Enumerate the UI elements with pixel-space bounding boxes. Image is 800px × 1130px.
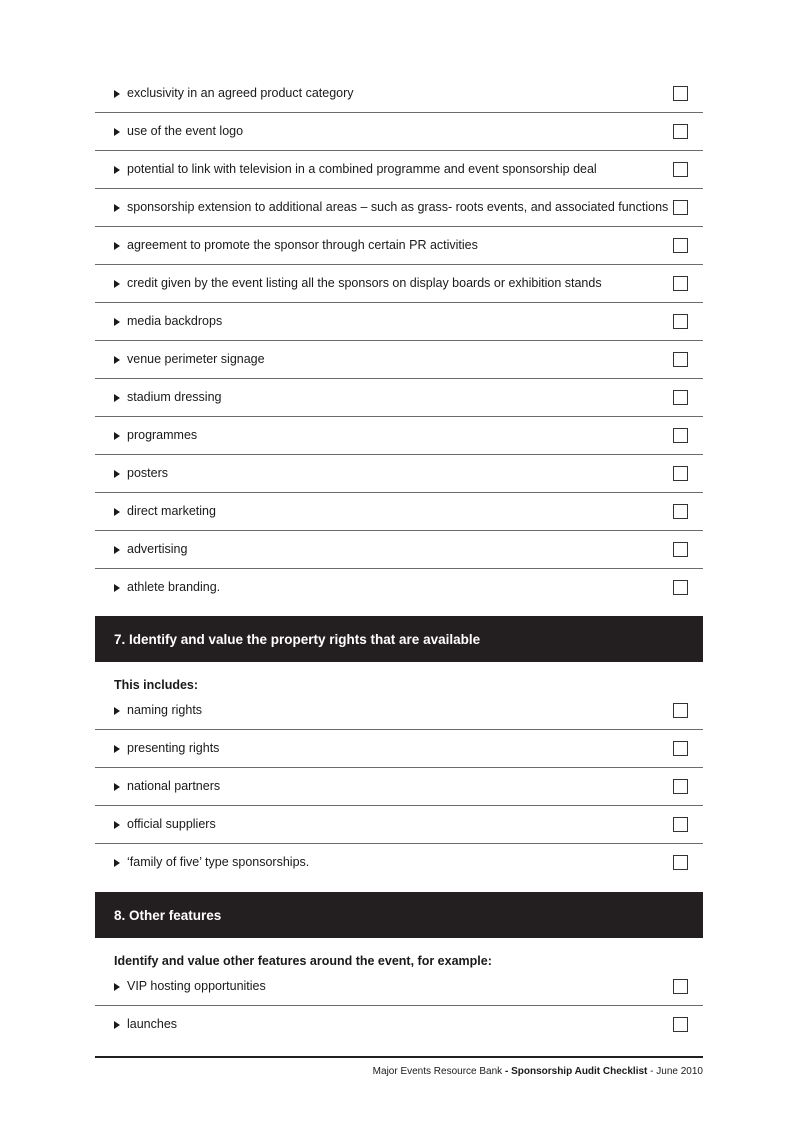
bullet-arrow-icon — [114, 783, 120, 791]
checkbox[interactable] — [673, 466, 688, 481]
section-8-title: 8. Other features — [114, 907, 222, 923]
bullet-arrow-icon — [114, 1021, 120, 1029]
checklist-row — [95, 531, 703, 569]
checklist-row — [95, 113, 703, 151]
checkbox[interactable] — [673, 390, 688, 405]
bullet-arrow-icon — [114, 584, 120, 592]
checklist-item-label: media backdrops — [127, 314, 223, 329]
bullet-arrow-icon — [114, 318, 120, 326]
checklist-item-label: naming rights — [127, 703, 203, 718]
bullet-arrow-icon — [114, 470, 120, 478]
bullet-arrow-icon — [114, 508, 120, 516]
checklist-item-label: agreement to promote the sponsor through certain PR activities — [127, 238, 478, 253]
checklist-row — [95, 768, 703, 806]
checklist-item-label: sponsorship extension to additional areas – such as grass- roots events, and associated functions — [127, 200, 669, 215]
bullet-arrow-icon — [114, 242, 120, 250]
checklist-item-label: exclusivity in an agreed product category — [127, 86, 354, 101]
checklist-row — [95, 227, 703, 265]
checklist-row — [95, 806, 703, 844]
checkbox[interactable] — [673, 428, 688, 443]
checkbox[interactable] — [673, 276, 688, 291]
checklist-item-label: direct marketing — [127, 504, 216, 519]
checklist-item-label: ‘family of five’ type sponsorships. — [127, 855, 310, 870]
checklist-row — [95, 75, 703, 113]
bullet-arrow-icon — [114, 204, 120, 212]
checklist-item-label: VIP hosting opportunities — [127, 979, 266, 994]
checklist-item-label: posters — [127, 466, 168, 481]
section-8-header — [95, 892, 703, 938]
checklist-item-label: athlete branding. — [127, 580, 221, 595]
checklist-group-property-rights — [95, 692, 703, 881]
bullet-arrow-icon — [114, 166, 120, 174]
bullet-arrow-icon — [114, 90, 120, 98]
checkbox[interactable] — [673, 580, 688, 595]
checklist-row — [95, 968, 703, 1006]
checkbox[interactable] — [673, 352, 688, 367]
bullet-arrow-icon — [114, 356, 120, 364]
checklist-row — [95, 303, 703, 341]
checklist-row — [95, 844, 703, 881]
checklist-item-label: credit given by the event listing all the sponsors on display boards or exhibition stands — [127, 276, 602, 291]
checkbox[interactable] — [673, 703, 688, 718]
checkbox[interactable] — [673, 741, 688, 756]
bullet-arrow-icon — [114, 821, 120, 829]
checkbox[interactable] — [673, 817, 688, 832]
bullet-arrow-icon — [114, 859, 120, 867]
checkbox[interactable] — [673, 200, 688, 215]
bullet-arrow-icon — [114, 745, 120, 753]
footer-date: - June 2010 — [647, 1066, 703, 1077]
checkbox[interactable] — [673, 855, 688, 870]
checklist-content — [95, 75, 703, 1043]
bullet-arrow-icon — [114, 280, 120, 288]
checkbox[interactable] — [673, 124, 688, 139]
checklist-group-benefits — [95, 75, 703, 606]
footer-doc-title: - Sponsorship Audit Checklist — [502, 1066, 648, 1077]
bullet-arrow-icon — [114, 983, 120, 991]
checklist-item-label: launches — [127, 1017, 178, 1032]
section-7-header — [95, 616, 703, 662]
checklist-item-label: potential to link with television in a combined programme and event sponsorship deal — [127, 162, 597, 177]
footer-rule — [95, 1056, 703, 1058]
checkbox[interactable] — [673, 1017, 688, 1032]
checkbox[interactable] — [673, 779, 688, 794]
bullet-arrow-icon — [114, 546, 120, 554]
checkbox[interactable] — [673, 979, 688, 994]
checkbox[interactable] — [673, 86, 688, 101]
checkbox[interactable] — [673, 504, 688, 519]
checklist-item-label: venue perimeter signage — [127, 352, 265, 367]
checklist-item-label: advertising — [127, 542, 188, 557]
checklist-row — [95, 493, 703, 531]
checklist-item-label: stadium dressing — [127, 390, 222, 405]
checklist-row — [95, 569, 703, 606]
checkbox[interactable] — [673, 238, 688, 253]
checklist-item-label: use of the event logo — [127, 124, 244, 139]
checkbox[interactable] — [673, 314, 688, 329]
checklist-item-label: national partners — [127, 779, 221, 794]
checklist-row — [95, 1006, 703, 1043]
bullet-arrow-icon — [114, 707, 120, 715]
checkbox[interactable] — [673, 542, 688, 557]
checklist-item-label: official suppliers — [127, 817, 216, 832]
checklist-row — [95, 692, 703, 730]
checklist-row — [95, 189, 703, 227]
checklist-row — [95, 730, 703, 768]
checklist-group-other-features — [95, 968, 703, 1043]
bullet-arrow-icon — [114, 128, 120, 136]
checklist-row — [95, 341, 703, 379]
section-7-title: 7. Identify and value the property rights that are available — [114, 631, 481, 647]
checklist-row — [95, 379, 703, 417]
checklist-row — [95, 265, 703, 303]
section-7-intro: This includes: — [114, 678, 199, 692]
checklist-item-label: programmes — [127, 428, 198, 443]
section-8-intro: Identify and value other features around the event, for example: — [114, 954, 492, 968]
checklist-row — [95, 455, 703, 493]
footer-source: Major Events Resource Bank — [372, 1066, 503, 1077]
bullet-arrow-icon — [114, 394, 120, 402]
checklist-item-label: presenting rights — [127, 741, 220, 756]
checklist-row — [95, 417, 703, 455]
checklist-row — [95, 151, 703, 189]
checkbox[interactable] — [673, 162, 688, 177]
page-footer — [373, 1066, 703, 1077]
bullet-arrow-icon — [114, 432, 120, 440]
